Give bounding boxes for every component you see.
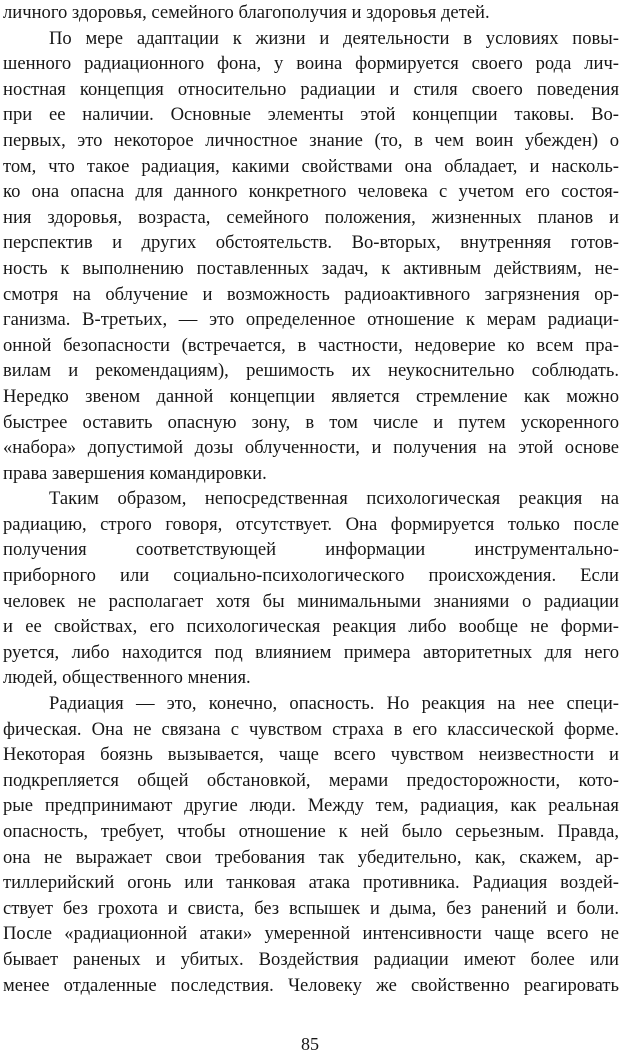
text-line: личного здоровья, семейного благополучия и здоровья детей. (3, 2, 490, 23)
text-line: фическая. Она не связана с чувством страха в его классической форме. (3, 718, 619, 740)
text-line: менее отдаленные последствия. Человеку же свойственно реагировать (3, 974, 619, 996)
text-line: права завершения командировки. (3, 462, 267, 484)
text-line: ко она опасна для данного конкретного человека с учетом его состоя- (3, 181, 619, 203)
text-line: людей, общественного мнения. (3, 667, 251, 689)
text-line: ния здоровья, возраста, семейного положения, жизненных планов и (3, 206, 619, 228)
text-line: «набора» допустимой дозы облученности, и получения на этой основе (3, 437, 619, 459)
text-line: подкрепляется общей обстановкой, мерами предосторожности, кото- (3, 769, 619, 791)
body-text (3, 0, 619, 998)
text-line: Некоторая боязнь вызывается, чаще всего чувством неизвестности и (3, 744, 619, 766)
text-line: Нередко звеном данной концепции является стремление как можно (3, 385, 619, 407)
text-line: и ее свойствах, его психологическая реакция либо вообще не форми- (3, 616, 619, 638)
text-line: при ее наличии. Основные элементы этой концепции таковы. Во- (3, 104, 619, 126)
text-line: По мере адаптации к жизни и деятельности в условиях повы- (49, 27, 619, 49)
page-number: 85 (301, 1034, 319, 1054)
text-line: ствует без грохота и свиста, без вспышек и дыма, без ранений и боли. (3, 897, 619, 919)
text-line: ностная концепция относительно радиации и стиля своего поведения (3, 78, 619, 100)
text-line: Радиация — это, конечно, опасность. Но реакция на нее специ- (49, 693, 619, 715)
text-line: руется, либо находится под влиянием примера авторитетных для него (3, 641, 619, 663)
text-line: бывает раненых и убитых. Воздействия радиации имеют более или (3, 948, 619, 970)
text-line: приборного или социально-психологического происхождения. Если (3, 565, 619, 587)
text-line: ность к выполнению поставленных задач, к активным действиям, не- (3, 257, 619, 279)
text-line: перспектив и других обстоятельств. Во-вторых, внутренняя готов- (3, 232, 619, 254)
text-line: онной безопасности (встречается, в частности, недоверие ко всем пра- (3, 334, 619, 356)
text-line: шенного радиационного фона, у воина формируется своего рода лич- (3, 53, 619, 75)
text-line: она не выражает свои требования так убедительно, как, скажем, ар- (3, 846, 619, 868)
text-line: том, что такое радиация, какими свойствами она обладает, и насколь- (3, 155, 619, 177)
text-line: рые предпринимают другие люди. Между тем, радиация, как реальная (3, 795, 619, 817)
text-line: вилам и рекомендациям), решимость их неукоснительно соблюдать. (3, 360, 619, 382)
text-line: первых, это некоторое личностное знание (то, в чем воин убежден) о (3, 129, 619, 151)
text-line: смотря на облучение и возможность радиоактивного загрязнения ор- (3, 283, 619, 305)
text-line: человек не располагает хотя бы минимальными знаниями о радиации (3, 590, 619, 612)
text-line: получения соответствующей информации инструментально- (3, 539, 619, 561)
text-line: Таким образом, непосредственная психологическая реакция на (49, 488, 619, 510)
text-line: опасность, требует, чтобы отношение к ней было серьезным. Правда, (3, 821, 619, 842)
text-line: После «радиационной атаки» умеренной интенсивности чаще всего не (3, 923, 619, 945)
text-line: тиллерийский огонь или танковая атака противника. Радиация воздей- (3, 872, 619, 894)
text-line: ганизма. В-третьих, — это определенное отношение к мерам радиаци- (3, 309, 619, 331)
text-line: быстрее оставить опасную зону, в том числе и путем ускоренного (3, 411, 619, 433)
text-line: радиацию, строго говоря, отсутствует. Она формируется только после (3, 513, 619, 535)
